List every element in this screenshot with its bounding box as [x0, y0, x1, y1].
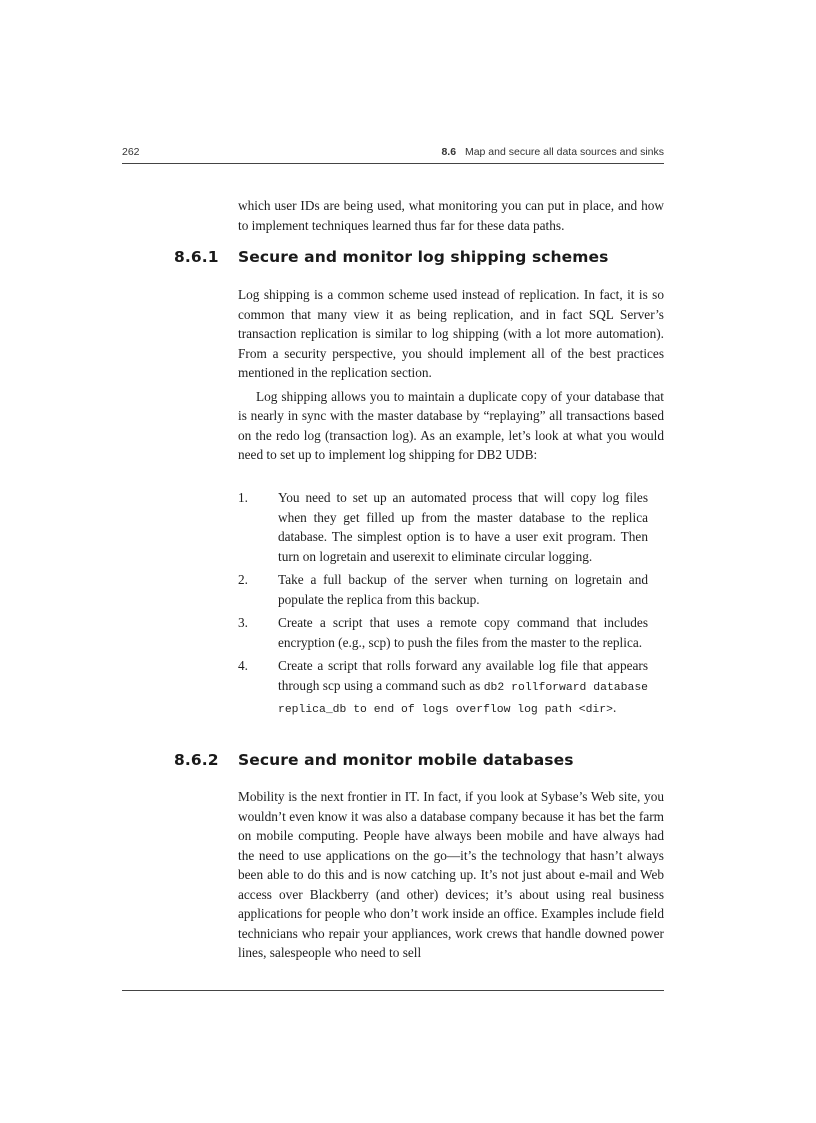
- section-8-6-2-body: [238, 787, 664, 963]
- list-item-text: Take a full backup of the server when turning on logretain and populate the replica from this backup.: [278, 572, 648, 607]
- section-number: 8.6.1: [174, 248, 219, 266]
- paragraph: Log shipping is a common scheme used instead of replication. In fact, it is so common that many view it as being replication, and in fact SQL Server’s transaction replication is similar to log shipping (with a lot more automation). From a security perspective, you should implement all of the best practices mentioned in the replication section.: [238, 287, 664, 380]
- header-section-number: 8.6: [441, 146, 457, 158]
- list-item-text: Create a script that rolls forward any available log file that appears through scp using a command such as: [278, 658, 648, 693]
- section-heading-8-6-2: [174, 751, 664, 769]
- running-header: [122, 145, 664, 164]
- paragraph: Log shipping allows you to maintain a duplicate copy of your database that is nearly in sync with the master database by “replaying” all transactions based on the redo log (transaction log). As an example, let’s look at what you would need to set up to implement log shipping for DB2 UDB:: [238, 388, 664, 462]
- list-item: [238, 613, 648, 652]
- list-marker: 1.: [238, 490, 248, 505]
- list-marker: 4.: [238, 658, 248, 673]
- section-title: Secure and monitor log shipping schemes: [238, 248, 609, 266]
- section-title: Secure and monitor mobile databases: [238, 751, 574, 769]
- list-marker: 2.: [238, 572, 248, 587]
- list-item-text: Create a script that uses a remote copy command that includes encryption (e.g., scp) to push the files from the master to the replica.: [278, 615, 648, 650]
- footer-rule: [122, 990, 664, 991]
- section-number: 8.6.2: [174, 751, 219, 769]
- list-item: [238, 656, 648, 721]
- list-marker: 3.: [238, 615, 248, 630]
- list-item: [238, 570, 648, 609]
- page-number: 262: [122, 146, 140, 158]
- section-heading-8-6-1: [174, 248, 664, 266]
- list-item-text: You need to set up an automated process that will copy log files when they get filled up from the master database to the replica database. The simplest option is to have a user exit program. Then turn on logretain and userexit to eliminate circular logging.: [278, 490, 648, 564]
- code-snippet: db2 rollforward database replica_db to end of logs overflow log path <dir>: [278, 681, 648, 716]
- paragraph: Mobility is the next frontier in IT. In fact, if you look at Sybase’s Web site, you wouldn’t even know it was also a database company because it has bet the farm on mobile computing. People have always been mobile and have always had the need to use applications on the go—it’s the technology that hasn’t always been able to do this and is now catching up. It’s not just about e-mail and Web access over Blackberry (and other) devices; it’s about using real business applications for people who don’t work inside an office. Examples include field technicians who repair your appliances, work crews that handle downed power lines, salespeople who need to sell: [238, 789, 664, 960]
- numbered-list: [238, 488, 648, 725]
- running-header-title: [441, 146, 664, 158]
- list-item-text-end: .: [612, 700, 617, 715]
- intro-paragraph: which user IDs are being used, what monitoring you can put in place, and how to implement techniques learned thus far for these data paths.: [238, 198, 664, 233]
- list-item: [238, 488, 648, 566]
- section-8-6-1-body: [238, 285, 664, 465]
- header-section-title: Map and secure all data sources and sinks: [464, 146, 664, 158]
